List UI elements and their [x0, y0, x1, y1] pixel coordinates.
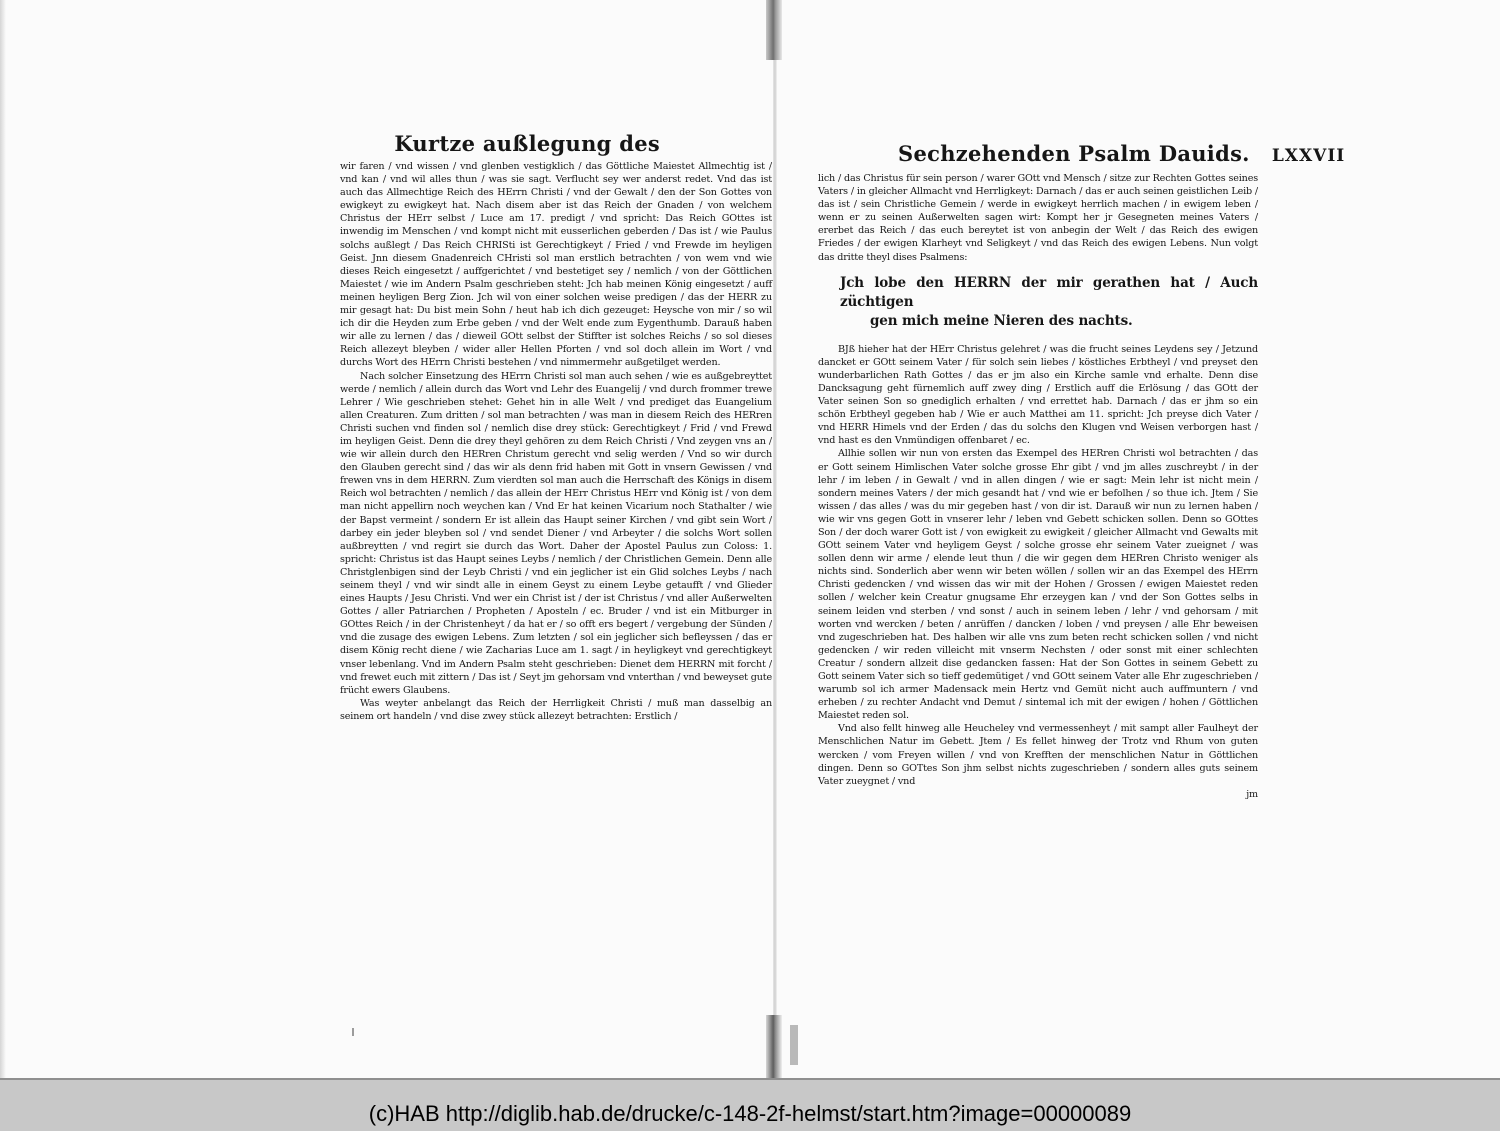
right-running-head	[818, 140, 1346, 170]
left-page-text	[340, 160, 772, 723]
verse-line: Jch lobe den HERRN der mir gerathen hat / Auch züchtigen	[840, 274, 1258, 310]
left-page	[340, 130, 772, 723]
left-running-head: Kurtze außlegung des	[394, 131, 660, 156]
gutter-binding	[773, 60, 777, 1020]
paragraph: Nach solcher Einsetzung des HErrn Christi sol man auch sehen / wie es außgebreyttet werde / nemlich / allein durch das Wort vnd Lehr des Euangelij / vnd durch frommer trewe Lehrer / Wie geschrieben stehet: Gehet hin in alle Welt / vnd prediget das Euangelium allen Creaturen. Zum dritten / sol man betrachten / was man in diesem Reich des HERren Christi suchen vnd finden sol / nemlich dise drey stück: Gerechtigkeyt / Frid / vnd Frewd im heyligen Geist. Denn die drey theyl gehören zu dem Reich Christi / Vnd zeygen vns an / wie wir allein durch den HERren Christum gerecht vnd selig werden / Vnd so wir durch den Glauben gerecht sind / das wir als denn frid haben mit Gott in vnsern Gewissen / vnd frewen vns in dem HERRN. Zum vierdten sol man auch die Herrschaft des Königs in disem Reich wol betrachten / nemlich / das allein der HErr Christus HErr vnd König ist / von dem man nicht appellirn noch weychen kan / Vnd Er hat keinen Vicarium noch Stathalter / wie der Bapst vermeint / sondern Er ist allein das Haupt seiner Kirchen / vnd gibt sein Wort / darbey ein jeder bleyben sol / vnd sendet Diener / vnd Arbeyter / die solchs Wort sollen außbreytten / vnd regirt sie durch das Wort. Daher der Apostel Paulus zun Coloss: 1. spricht: Christus ist das Haupt seines Leybs / nemlich / der Christlichen Gemein. Denn alle Christglenbigen sind der Leyb Christi / vnd ein jeglicher ist ein Glid solches Leybs / nach seinem theyl / vnd wir sindt alle in einem Geyst zu einem Leybe getaufft / vnd Glieder eines Haupts / Jesu Christi. Vnd wer ein Christ ist / der ist Christus / vnd aller Außerwelten Gottes / aller Patriarchen / Propheten / Aposteln / ec. Bruder / vnd ist ein Mitburger in GOttes Reich / in der Christenheyt / da hat er / so offt ers begert / vergebung der Sünden / vnd die zusage des ewigen Lebens. Zum letzten / sol ein jeglicher sich befleyssen / das er disem König recht diene / wie Zacharias Luce am 1. sagt / in heyligkeyt vnd gerechtigkeyt vnser lebenlang. Vnd im Andern Psalm steht geschrieben: Dienet dem HERRN mit forcht / vnd frewet euch mit zittern / Das ist / Seyt jm gehorsam vnd vnterthan / vnd beweyset gute frücht ewers Glaubens.	[340, 370, 772, 696]
running-head-title: Sechzehenden Psalm Dauids.	[898, 141, 1250, 166]
paragraph: BJß hieher hat der HErr Christus gelehret / was die frucht seines Leydens sey / Jetzund dancket er GOtt seinem Vater / für solch sein liebes / köstliches Erbtheyl / vnd preyset den wunderbarlichen Rath Gottes / das er jm also ein Kirche samle vnd erhalte. Denn dise Dancksagung geht fürnemlich auff zwey ding / Erstlich auff die Erlösung / das GOtt der Vater seinen Son so gnediglich erhalten / vnd errettet hab. Darnach / das er jhm so ein schön Erbtheyl gegeben hab / Wie er auch Matthei am 11. spricht: Jch preyse dich Vater / vnd HERR Himels vnd der Erden / das du solchs den Klugen vnd Weisen verborgen hast / vnd hast es den Vnmündigen offenbaret / ec.	[818, 343, 1258, 447]
paragraph: Was weyter anbelangt das Reich der Herrligkeit Christi / muß man dasselbig an seinem ort handeln / vnd dise zwey stück allezeyt betrachten: Erstlich /	[340, 697, 772, 722]
right-page	[818, 140, 1346, 801]
page-mark	[352, 1028, 354, 1036]
right-page-text	[818, 172, 1258, 801]
gutter-shadow	[790, 1025, 798, 1065]
folio-number: LXXVII	[1271, 146, 1346, 166]
verse-line: gen mich meine Nieren des nachts.	[870, 312, 1133, 329]
paragraph: Allhie sollen wir nun von ersten das Exempel des HERren Christi wol betrachten / das er Gott seinem Himlischen Vater solche grosse Ehr gibt / vnd jm alles zuschreybt / in der lehr / im leben / in Gewalt / vnd in allen dingen / wie er sagt: Mein lehr ist nicht mein / sondern meines Vaters / der mich gesandt hat / vnd wie er befolhen / so thue ich. Jtem / Sie wissen / das alles / was du mir gegeben hast / von dir ist. Darauß wir nun zu lernen haben / wie wir vns gegen Gott in vnserer lehr / leben vnd Gebett schicken sollen. Denn so GOttes Son / der doch warer Gott ist / von ewigkeit zu ewigkeit / gleicher Allmacht vnd Gewalts mit GOtt seinem Vater vnd heyligem Geyst / solche grosse ehr seinem Vater zueignet / was sollen denn wir arme / elende leut thun / die wir gegen dem HERren Christo weniger als nichts sind. Sonderlich aber wenn wir beten wöllen / sollen wir an das Exempel des HErrn Christi gedencken / vnd wissen das wir mit der Hohen / Grossen / ewigen Maiestet reden sollen / welcher kein Creatur gnugsame Ehr erzeygen kan / vnd der Son Gottes selbs in seinem leiden vnd sterben / vnd sonst / auch in seinem leben / lehr / vnd gehorsam / mit worten vnd wercken / beten / anrüffen / dancken / loben / vnd preysen / alle Ehr beweisen vnd zugeschrieben hat. Des halben wir alle vns zum beten recht schicken sollen / vnd nicht gedencken / wir reden villeicht mit vnserm Nechsten / oder sonst mit einer schlechten Creatur / sondern allzeit dise gedancken fassen: Hat der Son Gottes in seinem Gebett zu Gott seinem Vater sich so tieff gedemütiget / vnd GOtt seinem Vater alle Ehr zugeschrieben / warumb sol ich armer Madensack mein Hertz vnd Gemüt nicht auch auffmuntern / vnd erheben / zu rechter Andacht vnd Demut / sintemal ich mit der ewigen / hohen / Göttlichen Maiestet reden sol.	[818, 448, 1258, 722]
gutter-binding-bottom	[766, 1015, 782, 1078]
page-edge-shadow	[0, 0, 6, 1078]
catchword: jm	[1246, 788, 1258, 800]
source-credit: (c)HAB http://diglib.hab.de/drucke/c-148-2f-helmst/start.htm?image=00000089	[368, 1101, 1132, 1126]
gutter-binding-top	[766, 0, 782, 60]
paragraph: Vnd also fellt hinweg alle Heucheley vnd vermessenheyt / mit sampt aller Faulheyt der Menschlichen Natur im Gebett. Jtem / Es fellet hinweg der Trotz vnd Rhum von guten wercken / vom Freyen willen / vnd von Krefften der menschlichen Natur in Göttlichen dingen. Denn so GOTtes Son jhm selbst nichts zugeschrieben / sondern alles guts seinem Vater zueygnet / vnd	[818, 723, 1258, 787]
psalm-verse	[840, 274, 1258, 331]
paragraph: lich / das Christus für sein person / warer GOtt vnd Mensch / sitze zur Rechten Gottes seines Vaters / in gleicher Allmacht vnd Herrligkeyt: Darnach / das er auch seinen geistlichen Leib / das ist / sein Christliche Gemein / werde in ewigkeyt herrlich machen / in ewigem leben / wenn er zu seinen Außerwelten sagen wirt: Kompt her jr Gesegneten meines Vaters / ererbet das Reich / das euch bereytet ist von anbegin der Welt / das Reich des ewigen Friedes / der ewigen Klarheyt vnd Seligkeyt / vnd das Reich des ewigen Lebens. Nun volgt das dritte theyl dises Psalmens:	[818, 173, 1258, 263]
paragraph: wir faren / vnd wissen / vnd glenben vestigklich / das Göttliche Maiestet Allmechtig ist / vnd kan / vnd wil alles thun / was sie sagt. Verflucht sey wer anderst redet. Vnd das ist auch das Allmechtige Reich des HErrn Christi / vnd der Gewalt / den der Son Gottes von ewigkeyt zu ewigkeyt hat. Nach disem aber ist das Reich der Gnaden / von welchem Christus der HErr selbst / Luce am 17. predigt / vnd spricht: Das Reich GOttes ist inwendig im Menschen / vnd kompt nicht mit eusserlichen geberden / Das ist / wie Paulus solchs außlegt / Das Reich CHRISti ist Gerechtigkeyt / Fried / vnd Frewde im heyligen Geist. Jnn diesem Gnadenreich CHristi sol man erstlich betrachten / von wem vnd wie dieses Reich eingesetzt / auffgerichtet / vnd bestetiget sey / nemlich / von der Göttlichen Maiestet / wie im Andern Psalm geschrieben steht: Jch hab meinen König eingesetzt / auff meinen heyligen Berg Zion. Jch wil von einer solchen weise predigen / das der HERR zu mir gesagt hat: Du bist mein Sohn / heut hab ich dich gezeuget: Heysche von mir / so wil ich dir die Heyden zum Erbe geben / vnd der Welt ende zum Eygenthumb. Darauß haben wir alle zu lernen / das / dieweil GOtt selbst der Stiffter ist solches Reichs / so sol dieses Reich allezeyt bleyben / wider aller Hellen Pforten / vnd sol doch allein im Wort / vnd durchs Wort des HErrn Christi bestehen / vnd nimmermehr außgetilget werden.	[340, 161, 772, 369]
